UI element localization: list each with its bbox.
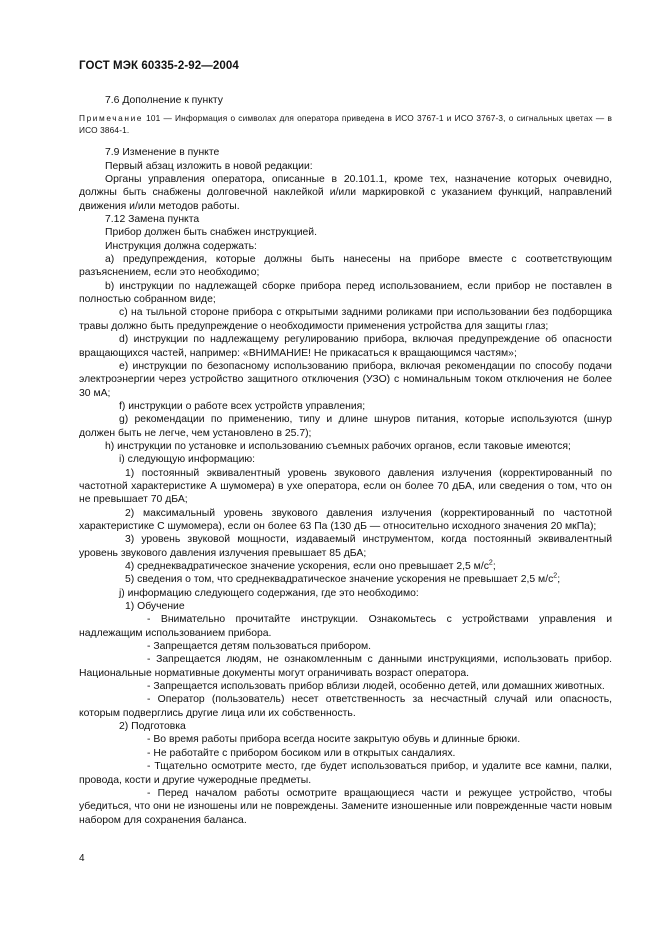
- section-7-9-heading: 7.9 Изменение в пункте: [105, 147, 220, 159]
- dash-item-j2d: - Перед началом работы осмотрите вращающиеся части и режущее устройство, чтобы убедиться, что они не изношены или не повреждены. Замените изношенные или поврежденные части новым набором для сохранения баланса.: [79, 787, 612, 826]
- list-item-a: a) предупреждения, которые должны быть нанесены на приборе вместе с соответствующим разъяснением, если это необходимо;: [79, 254, 612, 279]
- section-7-12-heading: 7.12 Замена пункта: [105, 214, 200, 226]
- document-body: [79, 94, 612, 827]
- sublist-item-i5: [79, 573, 612, 586]
- sublist-item-j2: 2) Подготовка: [119, 721, 186, 733]
- dash-item-j1e: - Оператор (пользователь) несет ответственность за несчастный случай или опасность, которым подверглись другие лица или их собственность.: [79, 694, 612, 719]
- document-header: ГОСТ МЭК 60335-2-92—2004: [79, 60, 239, 72]
- sublist-item-i3: 3) уровень звуковой мощности, издаваемый инструментом, когда постоянный эквивалентный уровень звукового давления излучения превышает 85 дБА;: [79, 534, 612, 559]
- dash-item-j2b: - Не работайте с прибором босиком или в открытых сандалиях.: [147, 747, 456, 759]
- list-item-g: g) рекомендации по применению, типу и длине шнуров питания, которые используются (шнур должен быть не легче, чем установлено в 25.7);: [79, 414, 612, 439]
- section-7-9-p2: Органы управления оператора, описанные в 20.101.1, кроме тех, назначение которых очевидно, должны быть снабжены долговечной наклейкой и/или маркировкой с указанием функций, направлений движения и/или методов работы.: [79, 174, 612, 212]
- i5-superscript: 2: [553, 572, 558, 580]
- list-item-e: e) инструкции по безопасному использованию прибора, включая рекомендации по способу подачи электроэнергии через устройство защитного отключения (УЗО) с номинальным током отключения не более 30 мА;: [79, 360, 612, 399]
- i4-end: ;: [492, 561, 496, 572]
- dash-item-j1c: - Запрещается людям, не ознакомленным с данными инструкциями, использовать прибор. Национальные нормативные документы могут ограничивать возраст оператора.: [79, 654, 612, 679]
- dash-item-j1d: - Запрещается использовать прибор вблизи людей, особенно детей, или домашних животных.: [147, 681, 605, 693]
- dash-item-j1b: - Запрещается детям пользоваться прибором.: [147, 641, 372, 653]
- list-item-h: h) инструкции по установке и использованию съемных рабочих органов, если таковые имеются;: [105, 440, 571, 452]
- dash-item-j1a: - Внимательно прочитайте инструкции. Ознакомьтесь с устройствами управления и надлежащим использованием прибора.: [79, 614, 612, 639]
- list-item-f: f) инструкции о работе всех устройств управления;: [119, 400, 366, 412]
- sublist-item-i1: 1) постоянный эквивалентный уровень звукового давления излучения (корректированный по частотной характеристике А шумомера) в ухе оператора, если он более 70 дБА, или сведения о том, что он не превышает 70 дБА;: [79, 467, 612, 506]
- section-7-6-heading: 7.6 Дополнение к пункту: [105, 95, 223, 106]
- i4-superscript: 2: [488, 559, 493, 567]
- section-7-9-p1: Первый абзац изложить в новой редакции:: [105, 160, 313, 172]
- page-number: 4: [79, 853, 85, 864]
- list-item-b: b) инструкции по надлежащей сборке прибора перед использованием, если прибор не поставлен в полностью собранном виде;: [79, 280, 612, 306]
- section-7-12-p1: Прибор должен быть снабжен инструкцией.: [105, 227, 317, 239]
- i5-text: 5) сведения о том, что среднеквадратическое значение ускорения не превышает 2,5 м/с: [125, 574, 554, 586]
- section-7-12-p2: Инструкция должна содержать:: [105, 240, 257, 252]
- i5-end: ;: [557, 574, 561, 586]
- i4-text: 4) среднеквадратическое значение ускорения, если оно превышает 2,5 м/с: [125, 561, 489, 572]
- sublist-item-j1: 1) Обучение: [125, 601, 185, 613]
- note-label: Примечание: [79, 113, 144, 124]
- list-item-d: d) инструкции по надлежащему регулированию прибора, включая предупреждение об опасности вращающихся частей, например: «ВНИМАНИЕ! Не прикасаться к вращающимся частям»;: [79, 334, 612, 359]
- dash-item-j2a: - Во время работы прибора всегда носите закрытую обувь и длинные брюки.: [147, 734, 521, 746]
- sublist-item-i2: 2) максимальный уровень звукового давления излучения (корректированный по частотной характеристике С шумомера), если он более 63 Па (130 дБ — относительно исходного значения 20 мкПа);: [79, 507, 612, 532]
- list-item-i: i) следующую информацию:: [119, 454, 256, 466]
- note-text: 101 — Информация о символах для оператора приведена в ИСО 3767-1 и ИСО 3767-3, о сигнальных цветах — в ИСО 3864-1.: [79, 113, 612, 135]
- note-101: [79, 113, 612, 136]
- list-item-j: j) информацию следующего содержания, где это необходимо:: [119, 587, 419, 599]
- dash-item-j2c: - Тщательно осмотрите место, где будет использоваться прибор, и удалите все камни, палки, провода, кости и другие чужеродные предметы.: [79, 761, 612, 786]
- sublist-item-i4: [79, 560, 612, 573]
- list-item-c: c) на тыльной стороне прибора с открытыми задними роликами при использовании без подборщика травы должно быть предупреждение о необходимости применения устройства для защиты глаз;: [79, 307, 612, 332]
